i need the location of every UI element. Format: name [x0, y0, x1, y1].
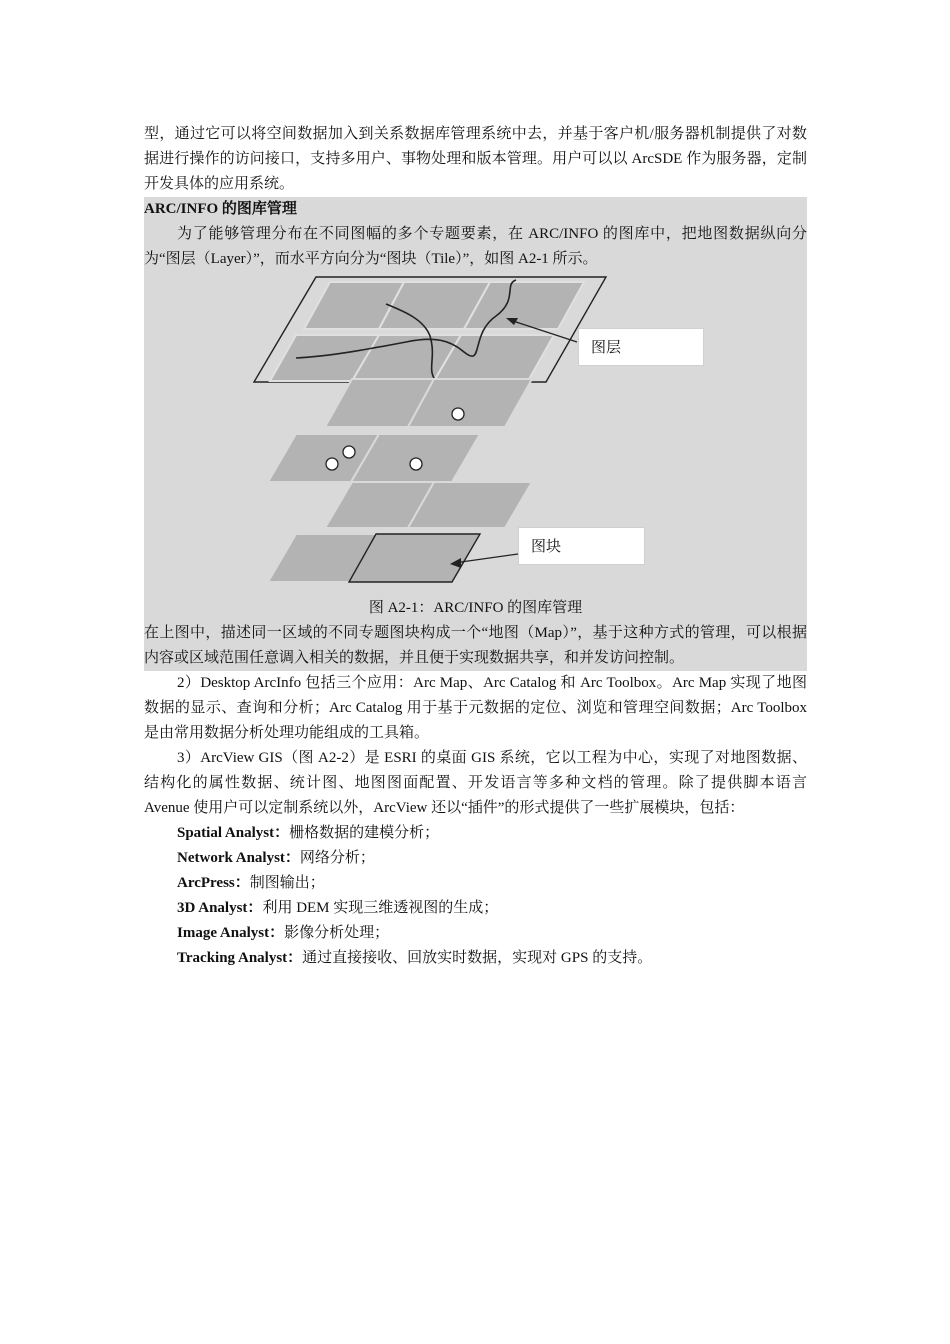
desktop-paragraph: 2）Desktop ArcInfo 包括三个应用：Arc Map、Arc Catalog 和 Arc Toolbox。Arc Map 实现了地图数据的显示、查询和分析；Arc Catalog 用于基于元数据的定位、浏览和管理空间数据；Arc Toolbox 是由常用数据分析处理功能组成的工具箱。 [144, 675, 807, 741]
point-feature [452, 408, 464, 420]
section-paragraph: 为了能够管理分布在不同图幅的多个专题要素，在 ARC/INFO 的图库中，把地图数据纵向分为“图层（Layer）”，而水平方向分为“图块（Tile）”，如图 A2-1 所示。 [144, 226, 807, 267]
library-figure [144, 272, 807, 596]
extension-desc: 通过直接接收、回放实时数据，实现对 GPS 的支持。 [302, 950, 653, 966]
extension-name: Spatial Analyst： [177, 825, 290, 841]
extension-name: Image Analyst： [177, 925, 285, 941]
figure-caption: 图 A2-1：ARC/INFO 的图库管理 [368, 600, 583, 616]
point-feature [410, 458, 422, 470]
intro-paragraph: 型，通过它可以将空间数据加入到关系数据库管理系统中去，并基于客户机/服务器机制提供了对数据进行操作的访问接口，支持多用户、事物处理和版本管理。用户可以以 ArcSDE 作为服务器，定制开发具体的应用系统。 [144, 126, 807, 192]
extension-name: Tracking Analyst： [177, 950, 303, 966]
document-page [144, 122, 807, 971]
layer-tile-diagram [144, 272, 807, 596]
list-item [144, 921, 807, 946]
layer-label: 图层 [578, 328, 704, 366]
extension-list [144, 821, 807, 971]
extension-name: Network Analyst： [177, 850, 300, 866]
extension-desc: 制图输出； [249, 875, 325, 891]
extension-name: 3D Analyst： [177, 900, 263, 916]
extension-name: ArcPress： [177, 875, 250, 891]
tile-label: 图块 [518, 527, 645, 565]
point-feature [326, 458, 338, 470]
arcview-paragraph: 3）ArcView GIS（图 A2-2）是 ESRI 的桌面 GIS 系统，它以工程为中心，实现了对地图数据、结构化的属性数据、统计图、地图图面配置、开发语言等多种文档的管理。除了提供脚本语言 Avenue 使用户可以定制系统以外，ArcView 还以“插件”的形式提供了一些扩展模块，包括： [144, 750, 807, 816]
extension-desc: 网络分析； [299, 850, 375, 866]
point-feature [343, 446, 355, 458]
list-item [144, 946, 807, 971]
list-item [144, 821, 807, 846]
extension-desc: 栅格数据的建模分析； [289, 825, 440, 841]
shaded-caption-section [144, 596, 807, 671]
list-item [144, 871, 807, 896]
figure-paragraph: 在上图中，描述同一区域的不同专题图块构成一个“地图（Map）”，基于这种方式的管理，可以根据内容或区域范围任意调入相关的数据，并且便于实现数据共享，和并发访问控制。 [144, 625, 807, 666]
extension-desc: 利用 DEM 实现三维透视图的生成； [262, 900, 499, 916]
extension-desc: 影像分析处理； [284, 925, 390, 941]
list-item [144, 896, 807, 921]
section-heading: ARC/INFO 的图库管理 [144, 201, 297, 217]
shaded-section [144, 197, 807, 272]
list-item [144, 846, 807, 871]
